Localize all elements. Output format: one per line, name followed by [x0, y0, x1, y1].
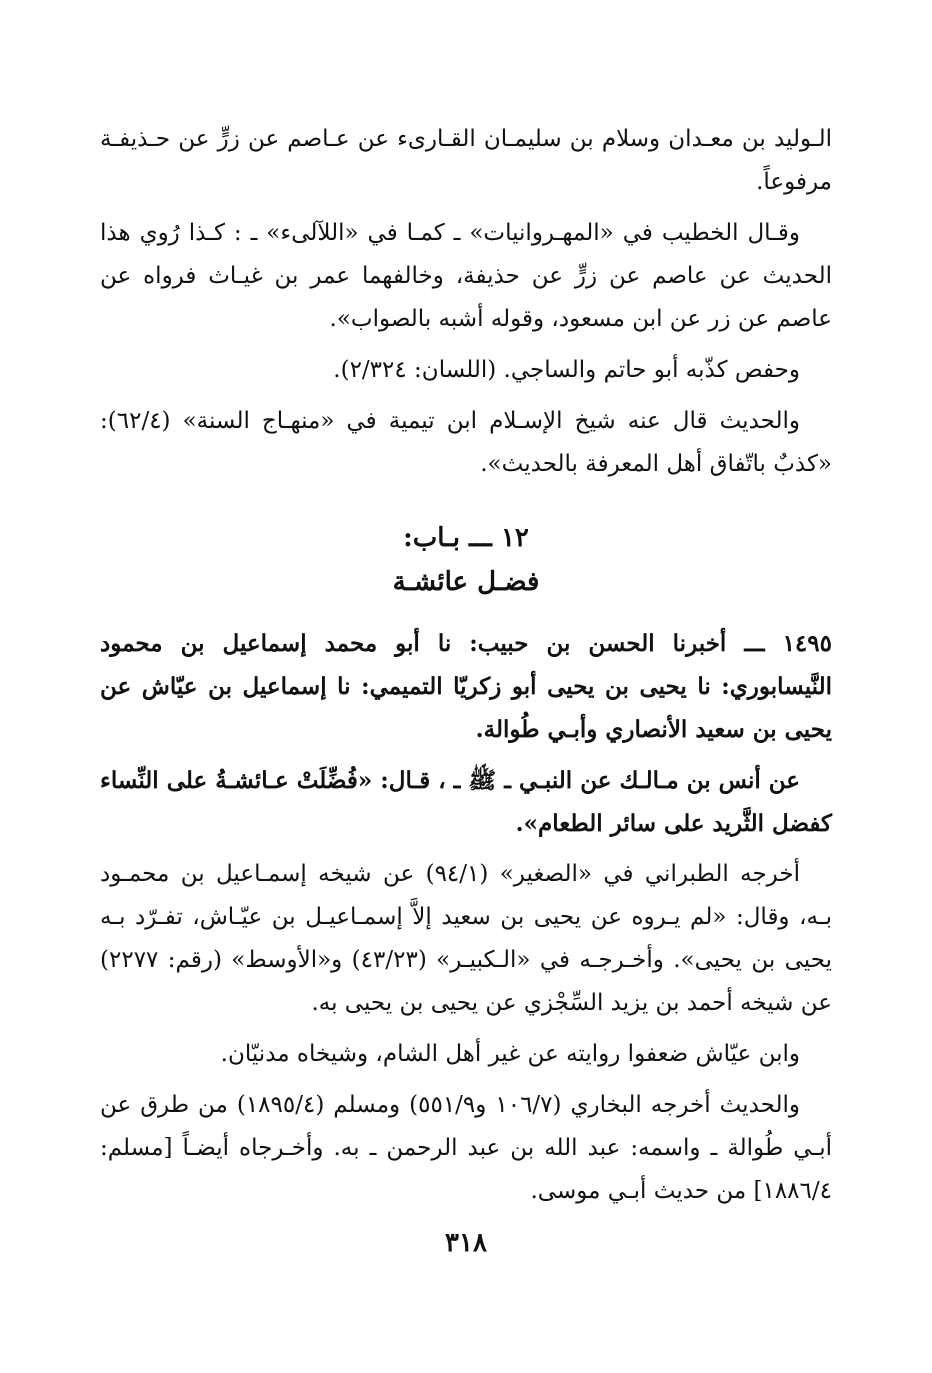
chapter-number: ١٢ ـــ بـاب:	[403, 523, 529, 553]
paragraph-ibn-taymiyya-note: والحديث قال عنه شيخ الإسـلام ابن تيمية في «منهـاج السنة» (٦٢/٤): «كذبٌ باتّفاق أهل المعرفة بالحديث».	[100, 408, 832, 477]
paragraph-hafs-note: وحفص كذّبه أبو حاتم والساجي. (اللسان: ٢/٣٢٤).	[333, 357, 800, 383]
chapter-heading	[100, 516, 832, 604]
hadith-section	[100, 622, 832, 845]
paragraph-khatib-note: وقـال الخطيب في «المهـروانيات» ـ كمـا في «اللآلىء» ـ : كـذا رُوي هذا الحديث عن عاصم عن زرٍّ عن حذيفة، وخالفهما عمر بن غيـاث فرواه عن عاصم عن زر عن ابن مسعود، وقوله أشبه بالصواب».	[100, 220, 832, 332]
paragraph-continuation: الـوليد بن معـدان وسلام بن سليمـان القـارىء عن عـاصم عن زرٍّ عن حـذيفـة مرفوعاً.	[100, 126, 832, 195]
hadith-matn: عن أنس بن مـالـك عن النبـي ـ ﷺ ـ ، قـال: «فُضِّلَتْ عـائشـةُ على النِّساء كفضل الثَّريد على سائر الطعام».	[100, 767, 832, 837]
hadith-isnad: ١٤٩٥ ـــ أخبرنا الحسن بن حبيب: نا أبو محمد إسماعيل بن محمود النَّيسابوري: نا يحيى بن يحيى أبو زكريّا التميمي: نا إسماعيل بن عيّاش عن يحيى بن سعيد الأنصاري وأبـي طُوالة.	[100, 630, 832, 743]
commentary-section	[100, 853, 832, 1213]
paragraph-takhrij-bukhari: والحديث أخرجه البخاري (١٠٦/٧ و٥٥١/٩) ومسلم (١٨٩٥/٤) من طرق عن أبـي طُوالة ـ واسمه: عبد الله بن عبد الرحمن ـ به. وأخـرجاه أيضـاً [مسلم: ١٨٨٦/٤] من حديث أبـي موسى.	[100, 1092, 832, 1204]
top-section	[100, 118, 832, 486]
paragraph-ibn-ayyash-note: وابن عيّاش ضعفوا روايته عن غير أهل الشام، وشيخاه مدنيّان.	[220, 1041, 800, 1067]
page-number: ٣١٨	[445, 1228, 487, 1258]
chapter-title: فضـل عائشـة	[392, 567, 540, 597]
paragraph-takhrij-tabarani: أخرجه الطبراني في «الصغير» (٩٤/١) عن شيخه إسمـاعيل بن محمـود بـه، وقال: «لم يـروه عن يحيى بن سعيد إلاَّ إسمـاعيـل بن عيّـاش، تفـرّد بـه يحيى بن يحيى». وأخـرجـه في «الـكبيـر» (٤٣/٢٣) و«الأوسط» (رقم: ٢٢٧٧) عن شيخه أحمد بن يزيد السِّجْزي عن يحيى بن يحيى به.	[100, 861, 832, 1016]
page-body	[100, 118, 832, 1221]
